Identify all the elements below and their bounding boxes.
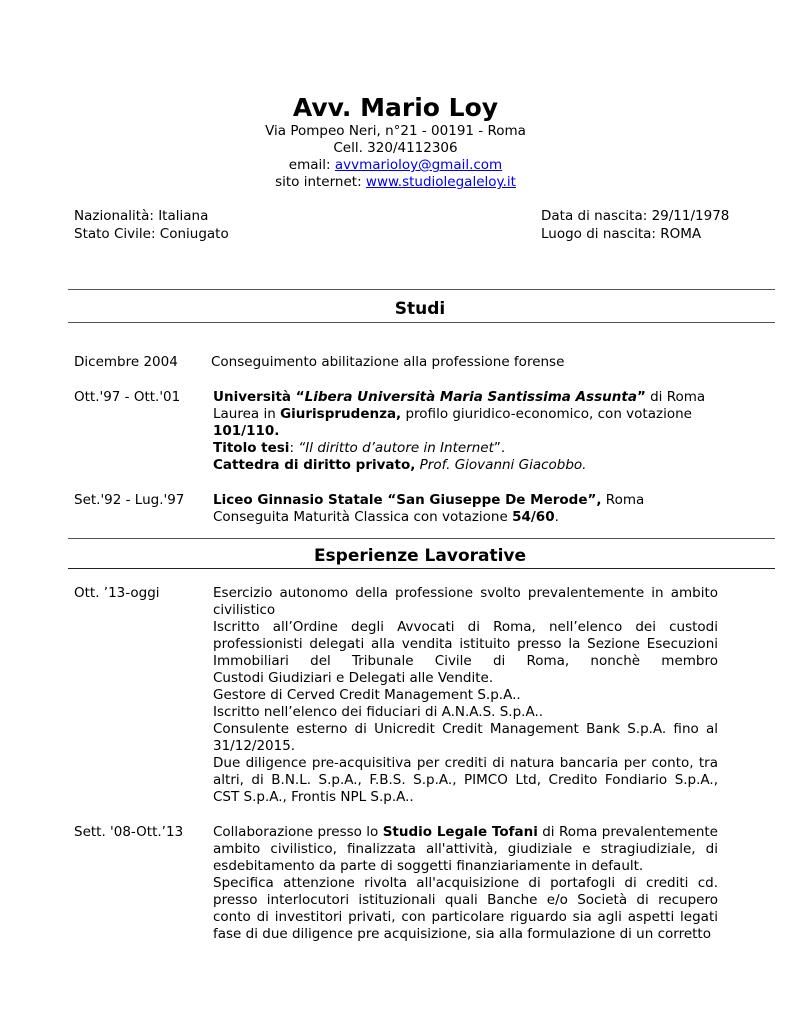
work-line: Immobiliari del Tribunale Civile di Roma, nonchè membro (213, 653, 718, 669)
school-city: Roma (601, 492, 645, 508)
work-description (213, 585, 718, 806)
law-firm-name: Studio Legale Tofani (382, 824, 538, 840)
email-label: email: (288, 157, 335, 173)
divider (68, 538, 775, 539)
work-line: ambito civilistico, finalizzata all'attività, giudiziale e stragiudiziale, di (213, 841, 718, 857)
work-line: presso interlocutori istituzionali quali Banche e/o Società di recupero (213, 892, 718, 908)
chair-line (213, 457, 718, 474)
work-line: altri, di B.N.L. S.p.A., F.B.S. S.p.A., PIMCO Ltd, Credito Fondiario S.p.A., (213, 772, 718, 788)
birth-place: Luogo di nascita: ROMA (541, 226, 702, 242)
address: Via Pompeo Neri, n°21 - 00191 - Roma (265, 123, 526, 139)
work-line: 31/12/2015. (213, 738, 296, 754)
work-date: Sett. '08-Ott.’13 (74, 824, 184, 840)
chair-professor: Prof. Giovanni Giacobbo. (415, 457, 587, 473)
study-date: Dicembre 2004 (74, 354, 178, 370)
collab-suffix: di Roma prevalentemente (542, 824, 718, 840)
collab-prefix: Collaborazione presso lo (213, 824, 383, 840)
section-title-studies: Studi (394, 299, 446, 319)
thesis-line (213, 440, 718, 457)
degree-subject: Giurisprudenza, (280, 406, 402, 422)
study-description (213, 389, 718, 474)
work-line: conto di investitori privati, con particolare riguardo sia agli aspetti legati (213, 909, 718, 925)
work-date: Ott. ’13-oggi (74, 585, 160, 601)
work-line (213, 824, 718, 841)
work-line: Iscritto nell’elenco dei fiduciari di A.N.A.S. S.p.A.. (213, 704, 544, 720)
cv-name: Avv. Mario Loy (292, 93, 499, 122)
diploma-end: . (554, 509, 559, 525)
thesis-title: “Il diritto d’autore in Internet (298, 440, 494, 456)
work-line: Gestore di Cerved Credit Management S.p.A.. (213, 687, 521, 703)
civil-status: Stato Civile: Coniugato (74, 226, 229, 242)
section-title-work: Esperienze Lavorative (313, 546, 527, 566)
email-link[interactable]: avvmarioloy@gmail.com (334, 157, 503, 173)
nationality: Nazionalità: Italiana (74, 208, 209, 224)
school-line (213, 492, 718, 509)
work-line: fase di due diligence pre acquisizione, sia alla formulazione di un corretto (213, 926, 711, 942)
work-description (213, 824, 718, 943)
thesis-colon: : (289, 440, 299, 456)
work-line: Consulente esterno di Unicredit Credit Management Bank S.p.A. fino al (213, 721, 718, 737)
divider (68, 289, 775, 290)
diploma-grade: 54/60 (512, 509, 555, 525)
quote-close: ” (636, 389, 646, 405)
university-name: Libera Università Maria Santissima Assunta (304, 389, 637, 405)
school-name: Liceo Ginnasio Statale “San Giuseppe De Merode”, (213, 492, 602, 508)
university-line (213, 389, 718, 406)
diploma-text: Conseguita Maturità Classica con votazione (213, 509, 513, 525)
website-link[interactable]: www.studiolegaleloy.it (365, 174, 516, 190)
work-line: civilistico (213, 602, 276, 618)
grade-line (213, 423, 718, 440)
work-line: Iscritto all’Ordine degli Avvocati di Roma, nell’elenco dei custodi (213, 619, 718, 635)
email-line (0, 157, 791, 174)
university-prefix: Università “ (213, 389, 305, 405)
university-city: di Roma (645, 389, 706, 405)
divider (68, 322, 775, 323)
birth-date: Data di nascita: 29/11/1978 (541, 208, 730, 224)
study-description: Conseguimento abilitazione alla professione forense (211, 354, 565, 370)
work-line: Specifica attenzione rivolta all'acquisizione di portafogli di crediti cd. (213, 875, 718, 891)
degree-line (213, 406, 718, 423)
study-date: Set.'92 - Lug.'97 (74, 492, 185, 508)
cell-phone: Cell. 320/4112306 (333, 140, 458, 156)
work-line: CST S.p.A., Frontis NPL S.p.A.. (213, 789, 414, 805)
website-line (0, 174, 791, 191)
degree-grade: 101/110. (213, 423, 280, 439)
thesis-label: Titolo tesi (213, 440, 290, 456)
website-label: sito internet: (275, 174, 366, 190)
degree-prefix: Laurea in (213, 406, 281, 422)
diploma-line (213, 509, 718, 526)
work-line: Due diligence pre-acquisitiva per crediti di natura bancaria per conto, tra (213, 755, 718, 771)
work-line: Custodi Giudiziari e Delegati alle Vendite. (213, 670, 494, 686)
work-line: esdebitamento da parte di soggetti finanziariamente in default. (213, 858, 644, 874)
divider (68, 568, 775, 569)
chair-label: Cattedra di diritto privato, (213, 457, 416, 473)
work-line: Esercizio autonomo della professione svolto prevalentemente in ambito (213, 585, 718, 601)
work-line: professionisti delegati alla vendita istituito presso la Sezione Esecuzioni (213, 636, 718, 652)
degree-profile: profilo giuridico-economico, con votazione (401, 406, 692, 422)
thesis-end: ”. (493, 440, 506, 456)
study-date: Ott.'97 - Ott.'01 (74, 389, 181, 405)
study-description (213, 492, 718, 526)
